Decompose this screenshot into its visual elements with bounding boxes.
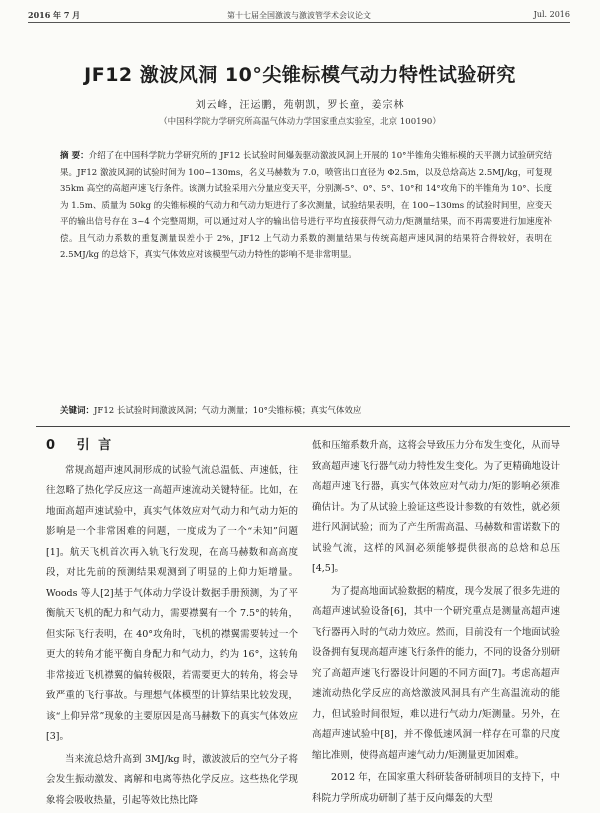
section-number: 0 <box>46 438 58 453</box>
header-date: 2016 年 7 月 <box>28 10 81 20</box>
paper-title: JF12 激波风洞 10°尖锥标模气动力特性试验研究 <box>84 64 516 86</box>
body-column-left <box>46 436 298 813</box>
section-title: 引 言 <box>76 438 114 453</box>
header-date-en: Jul. 2016 <box>533 10 570 19</box>
body-column-right <box>312 436 560 811</box>
keywords-label: 关键词： <box>60 406 95 416</box>
paper-affiliation: （中国科学院力学研究所高温气体动力学国家重点实验室，北京 100190） <box>159 117 441 127</box>
paragraph: 为了提高地面试验数据的精度，现今发展了很多先进的高超声速试验设备[6]，其中一个研究重点是测量高超声速飞行器再入时的气动力效应。然而，目前没有一个地面试验设备拥有复现高超声速飞行条件的能力，不同的设备分别研究了高超声速飞行器设计问题的不同方面[7]。考虑高超声速流动热化学反应的高焓激波风洞具有产生高温流动的能力，但试验时间很短，难以进行气动力/矩测量。另外，在高超声速试验中[8]，并不像低速风洞一样存在可靠的尺度缩比准则，使得高超声速气动力/矩测量更加困难。 <box>312 585 560 761</box>
abstract-divider <box>36 426 570 427</box>
abstract-label: 摘 要： <box>60 151 89 161</box>
keywords-text: JF12 长试验时间激波风洞；气动力测量；10°尖锥标模；真实气体效应 <box>94 406 362 416</box>
abstract <box>60 148 552 264</box>
paragraph: 当来流总焓升高到 3MJ/kg 时，激波波后的空气分子将会发生振动激发、离解和电离等热化学反应。这些热化学现象将会吸收热量，引起等效比热比降 <box>46 753 298 806</box>
header-conference: 第十七届全国激波与激波管学术会议论文 <box>227 11 371 20</box>
paragraph: 2012 年，在国家重大科研装备研制项目的支持下，中科院力学所成功研制了基于反向爆轰的大型 <box>312 772 560 804</box>
section-heading <box>46 436 298 457</box>
paper-authors: 刘云峰，汪运鹏，苑朝凯，罗长童，姜宗林 <box>195 100 405 111</box>
paragraph: 低和压缩系数升高，这将会导致压力分布发生变化，从而导致高超声速飞行器气动力特性发生变化。为了更精确地设计高超声速飞行器，真实气体效应对气动力/矩的影响必须准确估计。为了从试验上验证这些设计参数的有效性，就必须进行风洞试验；而为了产生所需高温、马赫数和雷诺数下的试验气流，这样的风洞必须能够提供很高的总焓和总压[4,5]。 <box>312 440 560 574</box>
paragraph: 常规高超声速风洞形成的试验气流总温低、声速低，往往忽略了热化学反应这一高超声速流动关键特征。比如，在地面高超声速试验中，真实气体效应对气动力和气动力矩的影响是一个非常困难的问题，一度成为了一个“未知”问题[1]。航天飞机首次再入轨飞行发现，在高马赫数和高高度段，对比先前的预测结果观测到了明显的上仰力矩增量。Woods 等人[2]基于气体动力学设计数据手册预测，为了平衡航天飞机的配力和气动力，需要襟翼有一个 7.5°的转角，但实际飞行表明，在 40°攻角时，飞机的襟翼需要转过一个更大的转角才能平衡自身配力和气动力，约为 16°，这转角非常接近飞机襟翼的偏转极限，若需要更大的转角，将会导致严重的飞行事故。与理想气体模型的计算结果比较发现，该“上仰异常”现象的主要原因是高马赫数下的真实气体效应[3]。 <box>46 464 298 742</box>
abstract-text: 介绍了在中国科学院力学研究所的 JF12 长试验时间爆轰驱动激波风洞上开展的 10°半锥角尖锥标模的天平测力试验研究结果。JF12 激波风洞的试验时间为 100~130ms，名义马赫数为 7.0，喷管出口直径为 Φ2.5m，以及总焓高达 2.5MJ/kg，可复现 35km 高空的高超声速飞行条件。该测力试验采用六分量应变天平，分别测-5°、0°、5°、10°和 14°攻角下的半锥角为 10°、长度为 1.5m、质量为 50kg 的尖锥标模的气动力和气动力矩进行了多次测量，试验结果表明，在 100~130ms 的试验时间里，应变天平的输出信号存在 3~4 个完整周期，可以通过对人字的输出信号进行平均直接获得气动力/矩测量结果，而不再需要进行加速度补偿。且气动力系数的重复测量误差小于 2%，JF12 上气动力系数的测量结果与传统高超声速风洞的结果符合得较好，表明在 2.5MJ/kg 的总焓下，真实气体效应对该模型气动力特性的影响不是非常明显。 <box>60 151 552 260</box>
running-header <box>28 8 570 23</box>
keywords <box>60 404 552 418</box>
